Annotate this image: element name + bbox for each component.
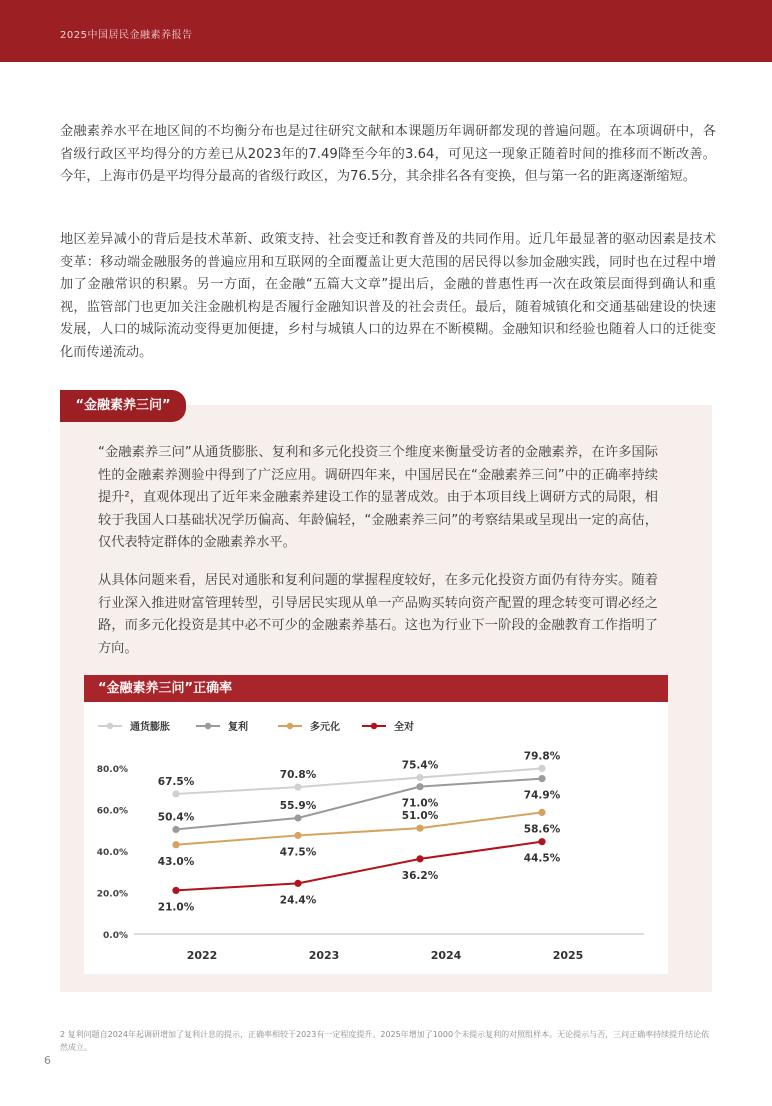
line-chart [84,702,668,974]
body-paragraph-1: 金融素养水平在地区间的不均衡分布也是过往研究文献和本课题历年调研都发现的普遍问题。在本项调研中，各省级行政区平均得分的方差已从2023年的7.49降至今年的3.64，可见这一现象正随着时间的推移而不断改善。今年，上海市仍是平均得分最高的省级行政区，为76.5分，其余排名各有变换，但与第一名的距离逐渐缩短。 [60,124,716,184]
data-point [294,814,301,821]
y-tick-label: 0.0% [103,931,128,941]
legend-swatch-marker [205,723,211,729]
data-label: 50.4% [157,811,195,824]
y-tick-label: 20.0% [96,889,128,900]
data-point [416,825,423,832]
data-point [538,838,545,845]
x-tick-label: 2025 [552,949,584,962]
data-label: 55.9% [279,800,317,813]
data-label: 24.4% [279,894,317,907]
data-point [294,880,301,887]
x-tick-label: 2022 [186,949,218,962]
y-tick-label: 80.0% [96,765,128,775]
data-label: 67.5% [157,775,195,788]
legend-label: 多元化 [310,722,340,733]
data-point [416,783,423,790]
data-label: 79.8% [523,750,561,763]
data-label: 51.0% [401,810,439,823]
legend-swatch-marker [371,723,377,729]
data-label: 75.4% [401,759,439,772]
legend-swatch-marker [107,723,113,729]
legend-label: 全对 [394,722,414,733]
legend-label: 复利 [228,722,248,733]
chart-title-bar [84,675,668,702]
data-label: 43.0% [157,855,195,868]
data-label: 74.9% [523,789,561,802]
data-label: 47.5% [279,846,317,859]
data-point [538,765,545,772]
info-box-paragraph-2: 从具体问题来看，居民对通胀和复利问题的掌握程度较好，在多元化投资方面仍有待夯实。随着行业深入推进财富管理转型，引导居民实现从单一产品购买转向资产配置的理念转变可谓必经之路，而多元化投资是其中必不可少的金融素养基石。这也为行业下一阶段的金融教育工作指明了方向。 [98,573,658,656]
data-point [416,774,423,781]
data-label: 71.0% [401,797,439,810]
legend-label: 通货膨胀 [130,722,170,733]
footnote: 2 复利问题自2024年起调研增加了复利计息的提示，正确率相较于2023有一定程度提升。2025年增加了1000个未提示复利的对照组样本。无论提示与否，三问正确率持续提升结论依然成立。 [60,1030,710,1052]
data-point [416,855,423,862]
data-label: 21.0% [157,901,195,914]
data-point [294,832,301,839]
data-point [538,775,545,782]
data-label: 58.6% [523,823,561,836]
data-label: 70.8% [279,769,317,782]
chart-background [84,702,668,974]
info-box-tag: “金融素养三问” [60,390,186,422]
y-tick-label: 60.0% [96,806,128,817]
x-tick-label: 2023 [308,949,340,962]
data-label: 44.5% [523,852,561,865]
data-point [538,809,545,816]
data-point [294,783,301,790]
data-point [172,841,179,848]
data-label: 36.2% [401,869,439,882]
page-number: 6 [44,1054,51,1067]
report-title: 2025中国居民金融素养报告 [60,30,193,41]
data-point [172,826,179,833]
y-tick-label: 40.0% [96,848,128,858]
info-box-paragraph-1: “金融素养三问”从通货膨胀、复利和多元化投资三个维度来衡量受访者的金融素养，在许多国际性的金融素养测验中得到了广泛应用。调研四年来，中国居民在“金融素养三问”中的正确率持续提升²，直观体现出了近年来金融素养建设工作的显著成效。由于本项目线上调研方式的局限，相较于我国人口基础状况学历偏高、年龄偏轻，“金融素养三问”的考察结果或呈现出一定的高估，仅代表特定群体的金融素养水平。 [98,445,658,550]
x-tick-label: 2024 [430,949,462,962]
header-bar [0,0,772,62]
body-paragraph-2: 地区差异减小的背后是技术革新、政策支持、社会变迁和教育普及的共同作用。近几年最显著的驱动因素是技术变革：移动端金融服务的普遍应用和互联网的全面覆盖让更大范围的居民得以参加金融实践，同时也在过程中增加了金融常识的积累。另一方面，在金融“五篇大文章”提出后，金融的普惠性再一次在政策层面得到确认和重视，监管部门也更加关注金融机构是否履行金融知识普及的社会责任。最后，随着城镇化和交通基础建设的快速发展，人口的城际流动变得更加便捷，乡村与城镇人口的边界在不断模糊。金融知识和经验也随着人口的迁徙变化而传递流动。 [60,232,716,360]
legend-swatch-marker [287,723,293,729]
chart-title: “金融素养三问”正确率 [98,681,233,696]
data-point [172,887,179,894]
data-point [172,790,179,797]
